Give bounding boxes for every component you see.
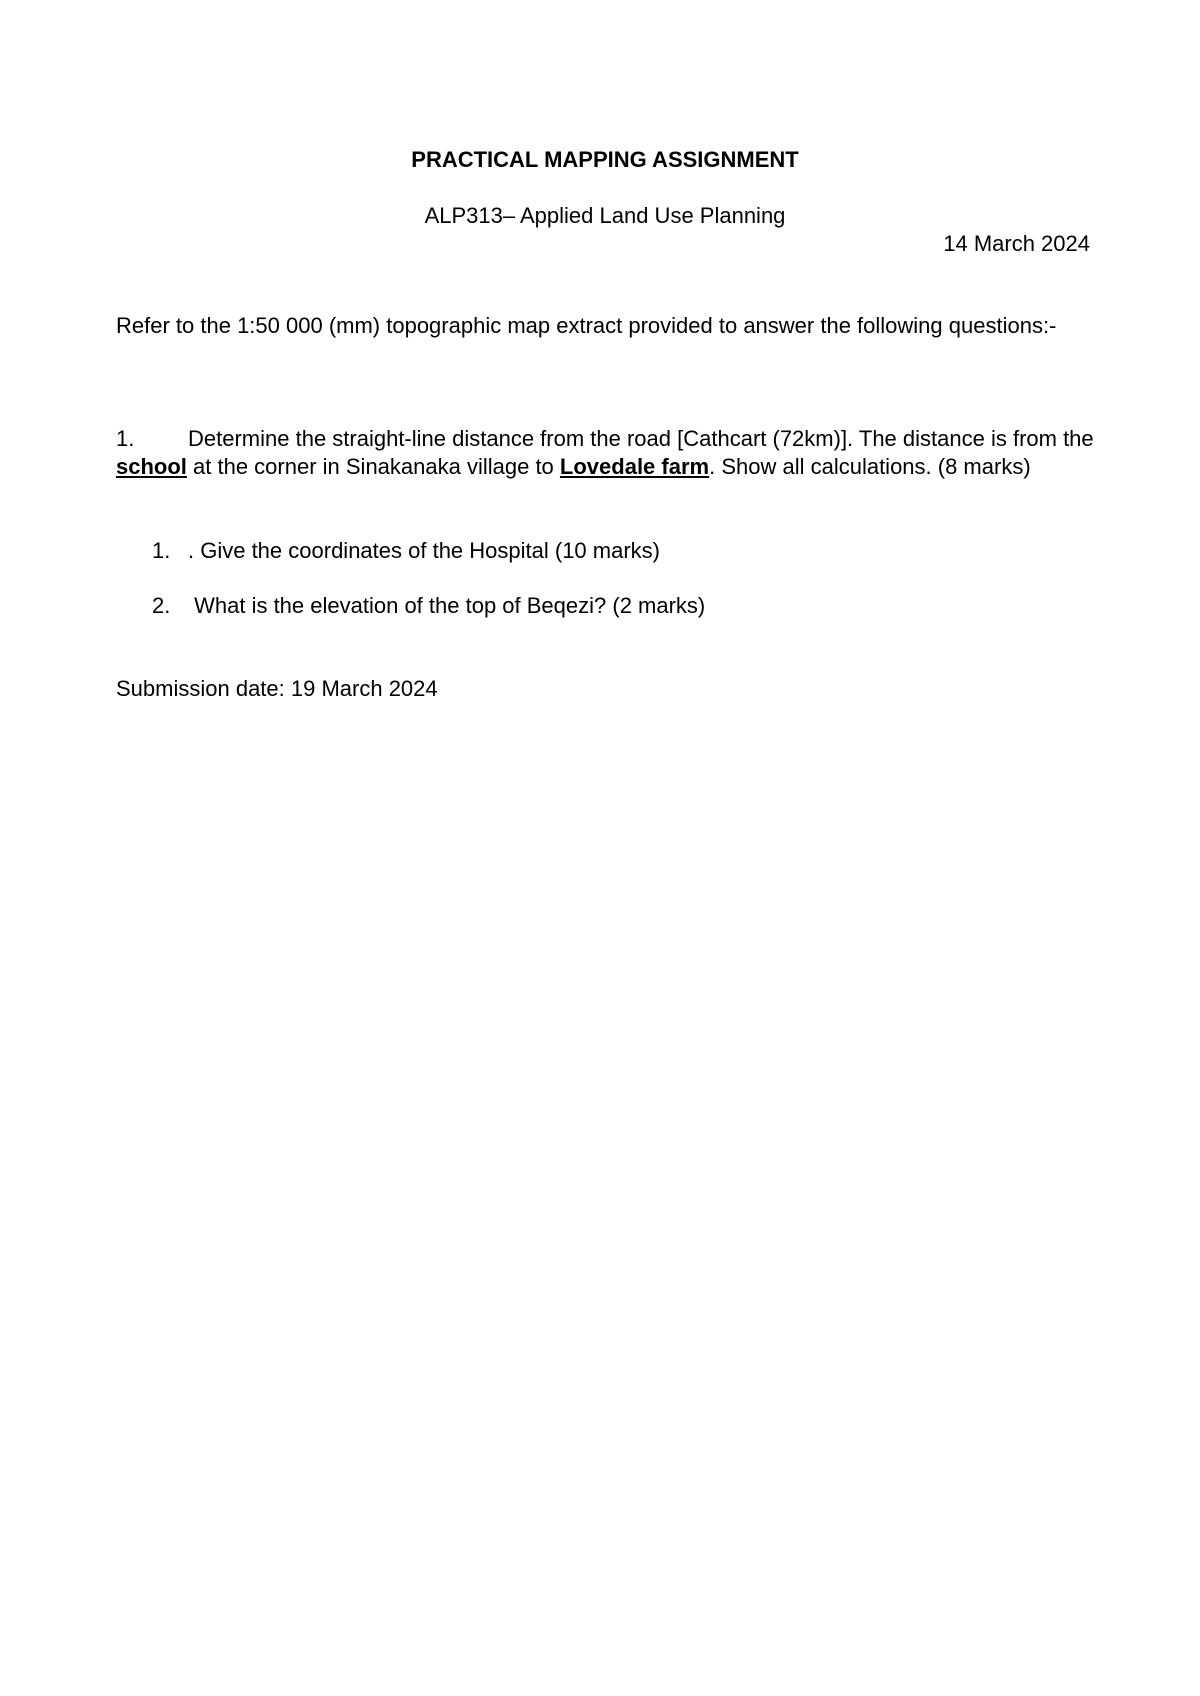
- subquestion-2-number: 2.: [152, 593, 171, 618]
- subquestion-2-text: What is the elevation of the top of Beqezi? (2 marks): [188, 593, 706, 618]
- question-1-text-a: Determine the straight-line distance from the road [Cathcart (72km)]. The distance is from the: [188, 426, 1094, 451]
- course-line: ALP313– Applied Land Use Planning: [424, 203, 786, 228]
- document-title: PRACTICAL MAPPING ASSIGNMENT: [411, 147, 799, 172]
- subquestion-1-number: 1.: [152, 538, 171, 563]
- submission-date: Submission date: 19 March 2024: [116, 676, 438, 701]
- subquestion-2: [152, 592, 1052, 620]
- question-1-number: 1.: [116, 426, 135, 451]
- document-date: 14 March 2024: [943, 231, 1090, 256]
- question-1-lovedale-farm: Lovedale farm: [559, 454, 710, 479]
- intro-paragraph: Refer to the 1:50 000 (mm) topographic map extract provided to answer the following questions:-: [116, 313, 1057, 338]
- question-1: [116, 425, 1096, 481]
- question-1-text-c: . Show all calculations. (8 marks): [709, 454, 1031, 479]
- question-1-text-b: at the corner in Sinakanaka village to: [186, 454, 560, 479]
- subquestion-1: [152, 537, 1052, 565]
- subquestion-1-text: . Give the coordinates of the Hospital (10 marks): [188, 538, 660, 563]
- question-1-school: school: [116, 454, 187, 479]
